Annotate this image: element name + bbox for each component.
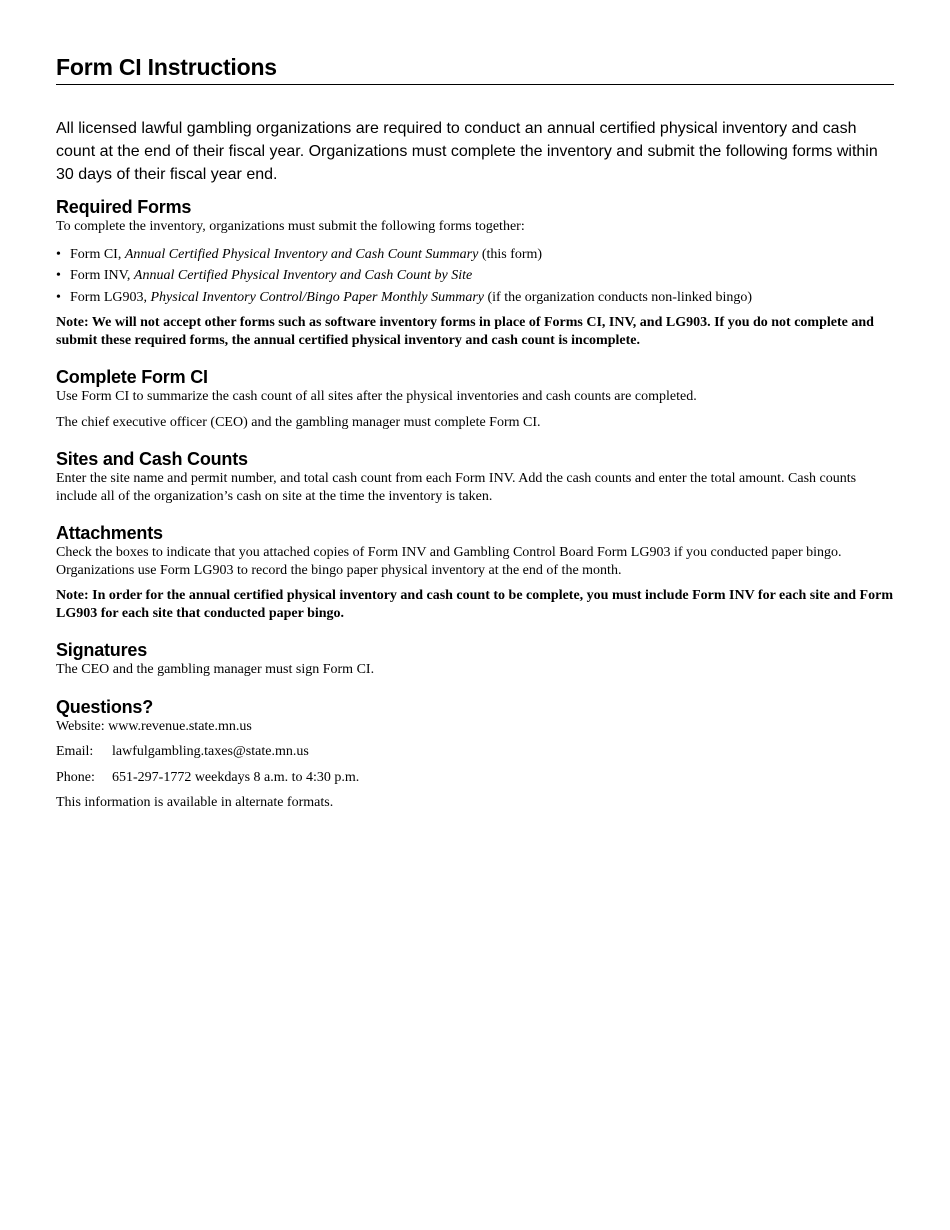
alternate-formats-text: This information is available in alternate formats. [56,795,334,810]
phone-label: Phone: [56,769,95,785]
sites-text: Enter the site name and permit number, and total cash count from each Form INV. Add the cash counts and enter the total amount. Cash counts include all of the organization’s cash on site at the time the inventory is taken. [56,471,857,504]
bullet-icon: • [56,246,61,262]
signatures-heading: Signatures [56,640,148,660]
required-forms-note: Note: We will not accept other forms such as software inventory forms in place of Forms CI, INV, and LG903. If you do not complete and submit these required forms, the annual certified physical inventory and cash count is incomplete. [56,315,874,348]
phone-line [56,769,894,787]
bullet-icon: • [56,268,61,283]
intro-paragraph: All licensed lawful gambling organizations are required to conduct an annual certified physical inventory and cash count at the end of their fiscal year. Organizations must complete the inventory and submit the following forms within 30 days of their fiscal year end. [56,120,878,183]
sites-heading: Sites and Cash Counts [56,449,248,469]
form-code: Form CI, [70,246,125,262]
form-suffix: (this form) [478,246,543,262]
attachments-heading: Attachments [56,523,163,543]
required-forms-list [56,244,894,309]
questions-section [56,696,894,812]
complete-form-text-2: The chief executive officer (CEO) and the gambling manager must complete Form CI. [56,414,541,430]
list-item [56,244,894,266]
form-title: Physical Inventory Control/Bingo Paper Monthly Summary [150,289,484,305]
website-line: Website: www.revenue.state.mn.us [56,718,252,734]
page-title: Form CI Instructions [56,54,277,80]
list-item [56,287,894,309]
signatures-section [56,639,894,679]
form-title: Annual Certified Physical Inventory and Cash Count by Site [133,268,473,283]
form-suffix: (if the organization conducts non-linked bingo) [483,289,752,305]
phone-number: 651-297-1772 weekdays 8 a.m. to 4:30 p.m. [112,769,360,785]
email-label: Email: [56,744,94,759]
complete-form-heading: Complete Form CI [56,367,208,387]
form-code: Form LG903, [70,289,151,305]
required-forms-section [56,196,894,349]
attachments-section [56,522,894,622]
form-title: Annual Certified Physical Inventory and Cash Count Summary [124,246,479,262]
list-item [56,265,894,287]
title-divider [56,84,894,85]
complete-form-section [56,366,894,431]
attachments-text: Check the boxes to indicate that you attached copies of Form INV and Gambling Control Board Form LG903 if you conducted paper bingo. Organizations use Form LG903 to record the bingo paper physical inventory at the end of the month. [56,545,842,578]
instructions-page [56,0,894,812]
signatures-text: The CEO and the gambling manager must sign Form CI. [56,662,375,677]
complete-form-text-1: Use Form CI to summarize the cash count of all sites after the physical inventories and cash counts are completed. [56,389,697,404]
questions-heading: Questions? [56,696,154,717]
form-code: Form INV, [70,268,134,283]
email-address: lawfulgambling.taxes@state.mn.us [112,744,309,759]
required-forms-heading: Required Forms [56,197,192,217]
required-forms-lead: To complete the inventory, organizations must submit the following forms together: [56,219,525,234]
sites-section [56,448,894,505]
email-line [56,743,894,761]
bullet-icon: • [56,289,61,305]
attachments-note: Note: In order for the annual certified physical inventory and cash count to be complete, you must include Form INV for each site and Form LG903 for each site that conducted paper bingo. [56,588,893,621]
